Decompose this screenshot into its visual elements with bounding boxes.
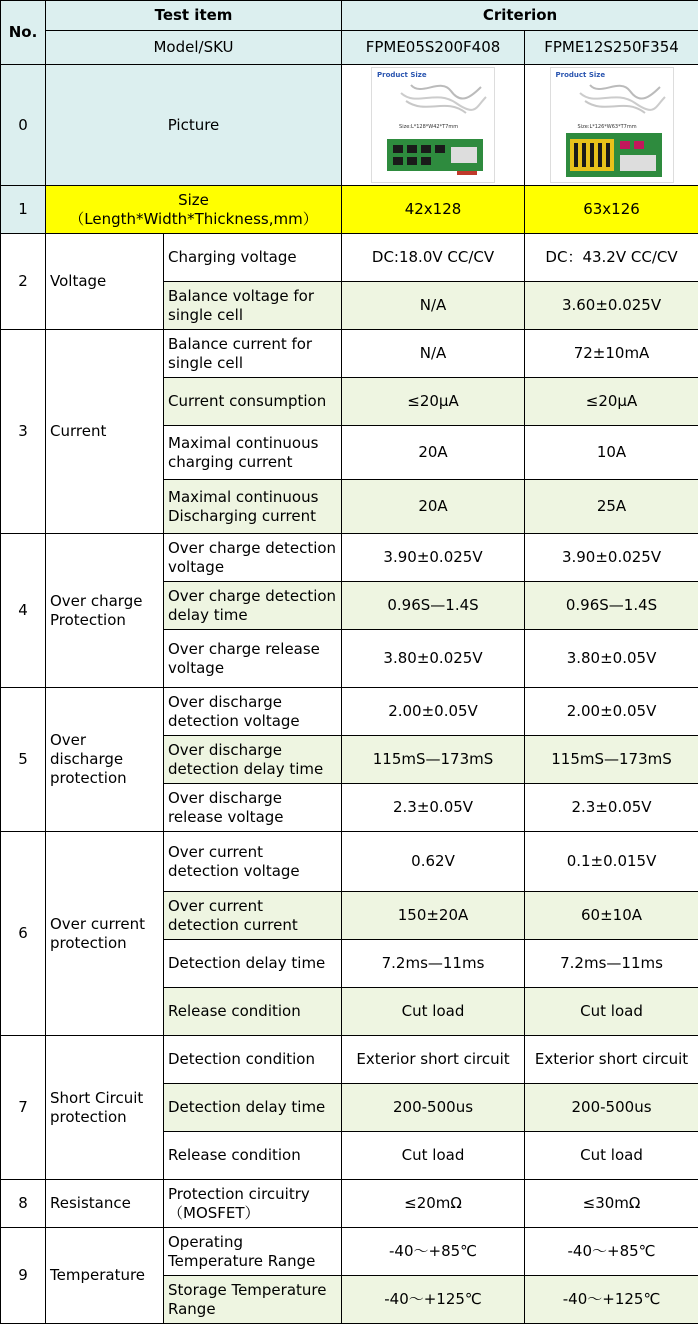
test-item-label: Protection circuitry （MOSFET）: [164, 1180, 342, 1228]
criterion-value-model-1: ≤20μA: [342, 378, 525, 426]
criterion-value-model-1: 2.00±0.05V: [342, 688, 525, 736]
group-no: 8: [1, 1180, 46, 1228]
header-model-sku: Model/SKU: [46, 31, 342, 65]
spec-row: [1, 1036, 698, 1084]
criterion-value-model-1: -40～+85℃: [342, 1228, 525, 1276]
group-no: 2: [1, 234, 46, 330]
criterion-value-model-2: 3.90±0.025V: [525, 534, 698, 582]
criterion-value-model-2: 60±10A: [525, 892, 698, 940]
spec-row: [1, 234, 698, 282]
criterion-value-model-2: 10A: [525, 426, 698, 480]
spec-row: [1, 534, 698, 582]
group-no: 4: [1, 534, 46, 688]
criterion-value-model-2: 3.80±0.05V: [525, 630, 698, 688]
spec-row: [1, 1180, 698, 1228]
criterion-value-model-1: 200-500us: [342, 1084, 525, 1132]
criterion-value-model-2: -40～+125℃: [525, 1276, 698, 1324]
spec-row: [1, 330, 698, 378]
picture-cell-2: [525, 65, 698, 186]
criterion-value-model-1: 3.90±0.025V: [342, 534, 525, 582]
test-item-label: Operating Temperature Range: [164, 1228, 342, 1276]
header-row-2: [1, 31, 698, 65]
criterion-value-model-2: DC：43.2V CC/CV: [525, 234, 698, 282]
group-no: 9: [1, 1228, 46, 1324]
criterion-value-model-1: 3.80±0.025V: [342, 630, 525, 688]
product-photo-1: [371, 67, 495, 183]
test-item-label: Over discharge detection delay time: [164, 736, 342, 784]
criterion-value-model-2: Cut load: [525, 988, 698, 1036]
group-name: Short Circuit protection: [46, 1036, 164, 1180]
criterion-value-model-2: 3.60±0.025V: [525, 282, 698, 330]
criterion-value-model-2: 72±10mA: [525, 330, 698, 378]
test-item-label: Over discharge detection voltage: [164, 688, 342, 736]
test-item-label: Release condition: [164, 988, 342, 1036]
product-photo-2-caption: Size:L*126*W63*T7mm: [577, 124, 637, 130]
test-item-label: Over discharge release voltage: [164, 784, 342, 832]
size-value-1: 42x128: [342, 186, 525, 234]
group-no: 3: [1, 330, 46, 534]
test-item-label: Over current detection current: [164, 892, 342, 940]
criterion-value-model-2: 2.00±0.05V: [525, 688, 698, 736]
test-item-label: Balance voltage for single cell: [164, 282, 342, 330]
criterion-value-model-2: 25A: [525, 480, 698, 534]
test-item-label: Storage Temperature Range: [164, 1276, 342, 1324]
test-item-label: Detection condition: [164, 1036, 342, 1084]
test-item-label: Over charge release voltage: [164, 630, 342, 688]
picture-row-no: 0: [1, 65, 46, 186]
criterion-value-model-1: 20A: [342, 426, 525, 480]
test-item-label: Charging voltage: [164, 234, 342, 282]
group-name: Resistance: [46, 1180, 164, 1228]
criterion-value-model-2: 2.3±0.05V: [525, 784, 698, 832]
criterion-value-model-1: DC:18.0V CC/CV: [342, 234, 525, 282]
test-item-label: Detection delay time: [164, 1084, 342, 1132]
criterion-value-model-1: 0.62V: [342, 832, 525, 892]
criterion-value-model-1: Cut load: [342, 988, 525, 1036]
criterion-value-model-1: 115mS—173mS: [342, 736, 525, 784]
size-label-line2: （Length*Width*Thickness,mm）: [69, 209, 318, 228]
size-row-label: [46, 186, 342, 234]
size-value-2: 63x126: [525, 186, 698, 234]
criterion-value-model-1: -40～+125℃: [342, 1276, 525, 1324]
size-row: [1, 186, 698, 234]
criterion-value-model-2: -40～+85℃: [525, 1228, 698, 1276]
criterion-value-model-2: Cut load: [525, 1132, 698, 1180]
criterion-value-model-1: 0.96S—1.4S: [342, 582, 525, 630]
criterion-value-model-1: Cut load: [342, 1132, 525, 1180]
group-name: Over current protection: [46, 832, 164, 1036]
test-item-label: Over current detection voltage: [164, 832, 342, 892]
criterion-value-model-1: 2.3±0.05V: [342, 784, 525, 832]
criterion-value-model-1: 7.2ms—11ms: [342, 940, 525, 988]
test-item-label: Release condition: [164, 1132, 342, 1180]
test-item-label: Detection delay time: [164, 940, 342, 988]
header-test-item: Test item: [46, 1, 342, 31]
criterion-value-model-2: 0.1±0.015V: [525, 832, 698, 892]
group-no: 6: [1, 832, 46, 1036]
criterion-value-model-1: 150±20A: [342, 892, 525, 940]
criterion-value-model-2: Exterior short circuit: [525, 1036, 698, 1084]
header-model-1: FPME05S200F408: [342, 31, 525, 65]
test-item-label: Maximal continuous Discharging current: [164, 480, 342, 534]
spec-table-body: [1, 1, 698, 1324]
test-item-label: Over charge detection voltage: [164, 534, 342, 582]
picture-row-label: Picture: [46, 65, 342, 186]
criterion-value-model-1: N/A: [342, 282, 525, 330]
group-name: Over charge Protection: [46, 534, 164, 688]
size-row-no: 1: [1, 186, 46, 234]
picture-row: [1, 65, 698, 186]
group-no: 5: [1, 688, 46, 832]
test-item-label: Over charge detection delay time: [164, 582, 342, 630]
header-row-1: [1, 1, 698, 31]
header-no: No.: [1, 1, 46, 65]
criterion-value-model-2: 0.96S—1.4S: [525, 582, 698, 630]
test-item-label: Current consumption: [164, 378, 342, 426]
criterion-value-model-2: 200-500us: [525, 1084, 698, 1132]
spec-row: [1, 832, 698, 892]
product-photo-2: [550, 67, 674, 183]
test-item-label: Maximal continuous charging current: [164, 426, 342, 480]
criterion-value-model-2: 7.2ms—11ms: [525, 940, 698, 988]
group-name: Over discharge protection: [46, 688, 164, 832]
criterion-value-model-1: 20A: [342, 480, 525, 534]
group-name: Voltage: [46, 234, 164, 330]
criterion-value-model-2: ≤20μA: [525, 378, 698, 426]
spec-row: [1, 688, 698, 736]
picture-cell-1: [342, 65, 525, 186]
criterion-value-model-1: ≤20mΩ: [342, 1180, 525, 1228]
size-label-line1: Size: [178, 190, 209, 209]
product-photo-2-title: Product Size: [555, 71, 606, 79]
header-model-2: FPME12S250F354: [525, 31, 698, 65]
header-criterion: Criterion: [342, 1, 698, 31]
product-photo-1-title: Product Size: [377, 71, 427, 79]
criterion-value-model-1: N/A: [342, 330, 525, 378]
spec-row: [1, 1228, 698, 1276]
product-photo-1-caption: Size:L*128*W42*T7mm: [399, 124, 459, 130]
test-item-label: Balance current for single cell: [164, 330, 342, 378]
criterion-value-model-1: Exterior short circuit: [342, 1036, 525, 1084]
group-no: 7: [1, 1036, 46, 1180]
criterion-value-model-2: ≤30mΩ: [525, 1180, 698, 1228]
group-name: Temperature: [46, 1228, 164, 1324]
group-name: Current: [46, 330, 164, 534]
criterion-value-model-2: 115mS—173mS: [525, 736, 698, 784]
